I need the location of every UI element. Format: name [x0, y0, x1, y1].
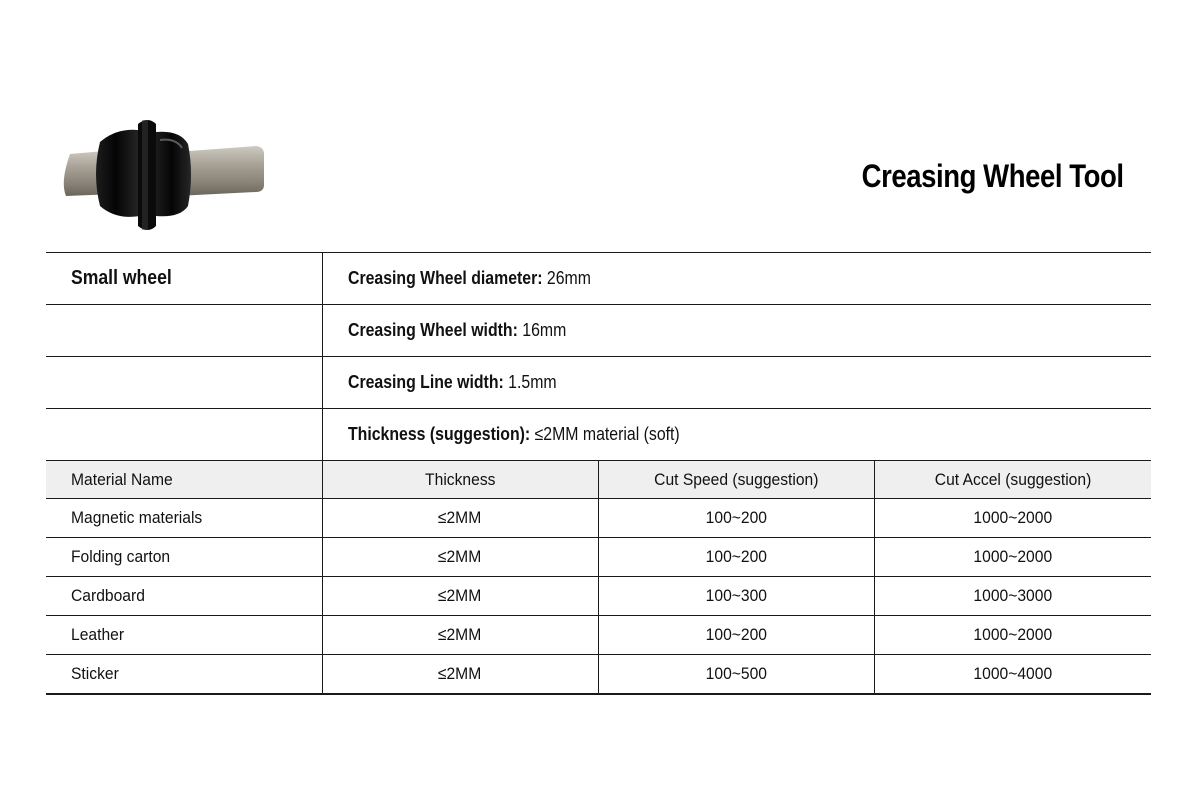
spec-row: [46, 409, 1151, 461]
material-cell: Folding carton: [46, 538, 322, 577]
table-row: [46, 655, 1151, 695]
material-cell: Sticker: [46, 655, 322, 695]
cut-speed-cell: 100~300: [598, 577, 874, 616]
spec-label: Creasing Wheel width:: [347, 320, 518, 340]
spec-label: Creasing Line width:: [347, 372, 504, 392]
thickness-cell: ≤2MM: [322, 655, 598, 695]
spec-value: 26mm: [542, 268, 591, 288]
cut-accel-cell: 1000~4000: [874, 655, 1151, 695]
column-header-material: Material Name: [46, 461, 322, 499]
column-header-cut-accel: Cut Accel (suggestion): [874, 461, 1151, 499]
spec-value: 16mm: [517, 320, 566, 340]
thickness-cell: ≤2MM: [322, 538, 598, 577]
spec-table: [46, 252, 1151, 695]
cut-speed-cell: 100~500: [598, 655, 874, 695]
spec-cell: [322, 305, 1151, 357]
table-row: [46, 616, 1151, 655]
spec-group-blank: [46, 409, 322, 461]
spec-cell: [322, 357, 1151, 409]
cut-speed-cell: 100~200: [598, 499, 874, 538]
spec-group-blank: [46, 357, 322, 409]
spec-label: Creasing Wheel diameter:: [347, 268, 543, 288]
cut-speed-cell: 100~200: [598, 616, 874, 655]
page-title: Creasing Wheel Tool: [862, 158, 1124, 194]
spec-value: ≤2MM material (soft): [529, 424, 680, 444]
table-header-row: [46, 461, 1151, 499]
material-cell: Cardboard: [46, 577, 322, 616]
creasing-wheel-image: [56, 110, 266, 236]
spec-row: [46, 357, 1151, 409]
column-header-cut-speed: Cut Speed (suggestion): [598, 461, 874, 499]
spec-group-blank: [46, 305, 322, 357]
spec-group-label: Small wheel: [46, 253, 322, 305]
table-row: [46, 577, 1151, 616]
column-header-thickness: Thickness: [322, 461, 598, 499]
thickness-cell: ≤2MM: [322, 616, 598, 655]
material-cell: Leather: [46, 616, 322, 655]
table-row: [46, 499, 1151, 538]
thickness-cell: ≤2MM: [322, 499, 598, 538]
spec-label: Thickness (suggestion):: [347, 424, 530, 444]
spec-cell: [322, 409, 1151, 461]
material-cell: Magnetic materials: [46, 499, 322, 538]
spec-row: [46, 253, 1151, 305]
spec-cell: [322, 253, 1151, 305]
cut-accel-cell: 1000~2000: [874, 499, 1151, 538]
cut-speed-cell: 100~200: [598, 538, 874, 577]
spec-value: 1.5mm: [503, 372, 557, 392]
cut-accel-cell: 1000~2000: [874, 616, 1151, 655]
cut-accel-cell: 1000~2000: [874, 538, 1151, 577]
thickness-cell: ≤2MM: [322, 577, 598, 616]
table-row: [46, 538, 1151, 577]
spec-row: [46, 305, 1151, 357]
cut-accel-cell: 1000~3000: [874, 577, 1151, 616]
